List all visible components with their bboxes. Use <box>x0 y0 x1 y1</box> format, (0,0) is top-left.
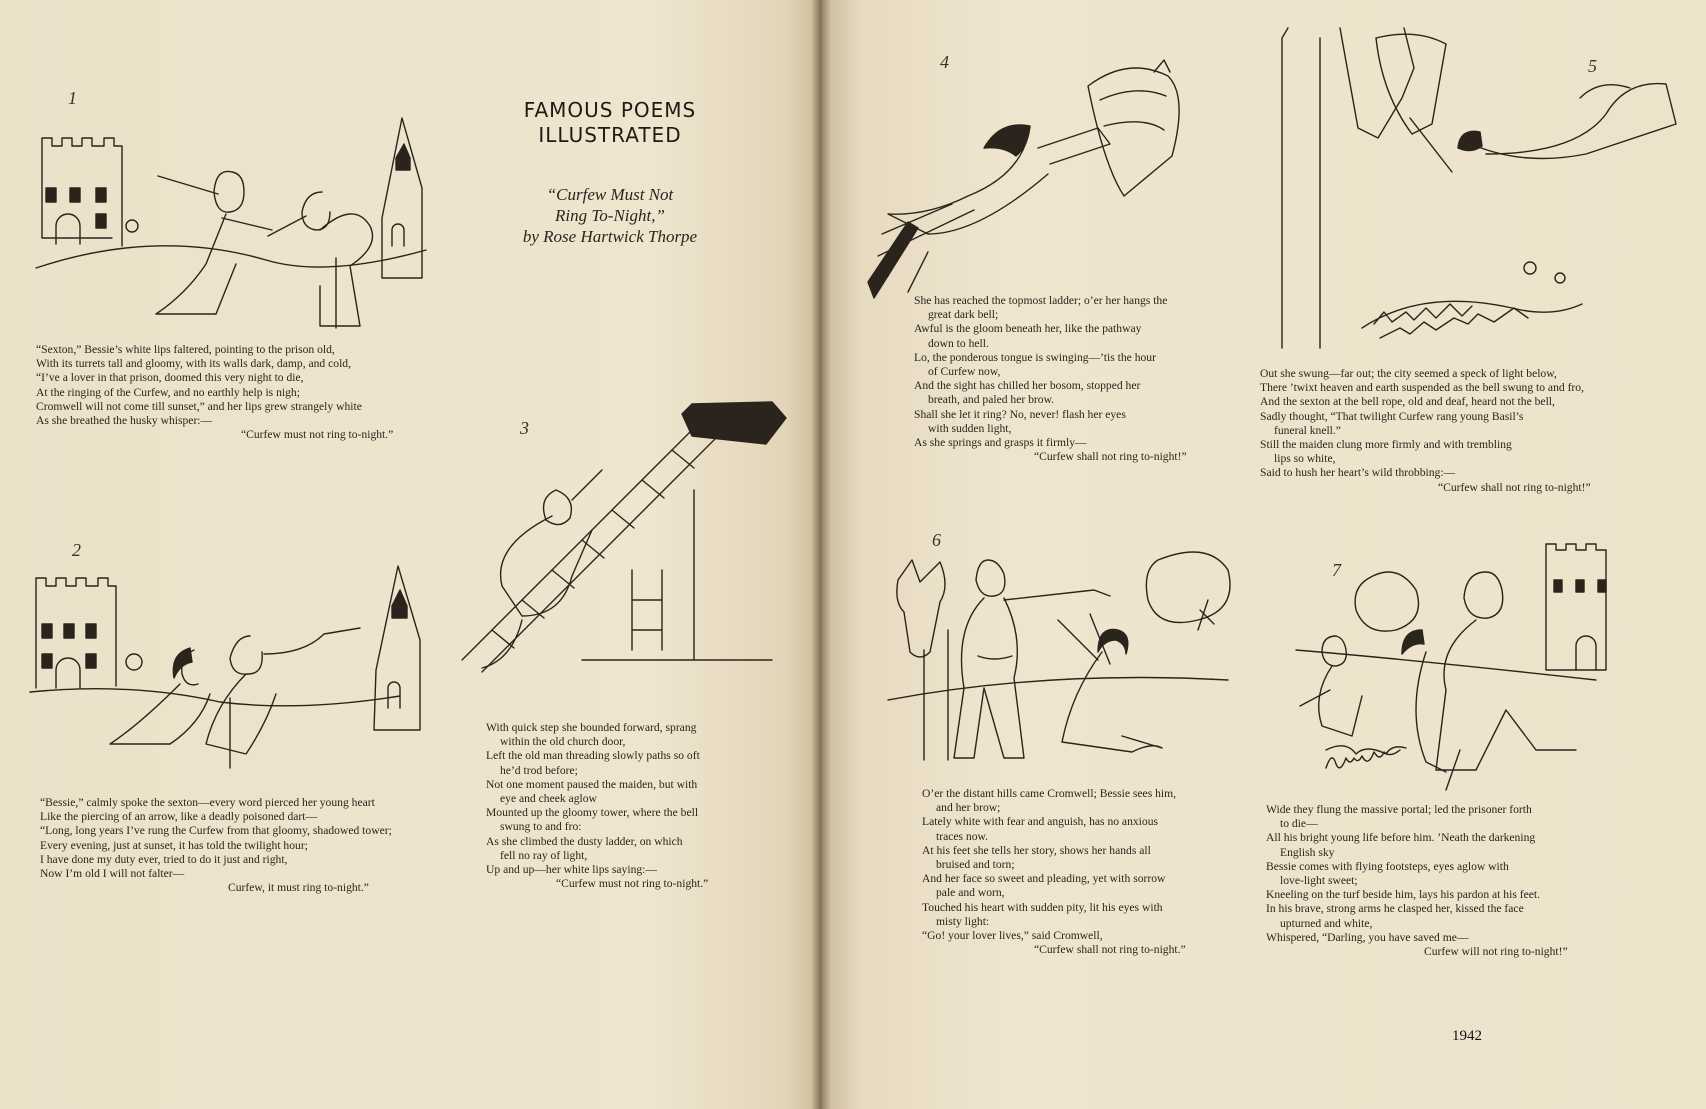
stanza-2: “Bessie,” calmly spoke the sexton—every word pierced her young heart Like the piercing of an arrow, like a deadly poisoned dart— “Long, long years I’ve rung the Curfew from that gloomy, shadowed tower; Every evening, just at sunset, it has told the twilight hour; I have done my duty ever, tried to do it just and right, Now I’m old I will not falter— Curfew, it must ring to-night.” <box>40 796 392 895</box>
page-gutter <box>812 0 832 1109</box>
illustration-4 <box>868 56 1288 326</box>
panel-7-number: 7 <box>1332 560 1341 580</box>
panel-2-number: 2 <box>72 540 81 560</box>
panel-1-number: 1 <box>68 88 77 108</box>
stanza-7: Wide they flung the massive portal; led the prisoner forth to die— All his bright young life before him. ’Neath the darkening English sky Bessie comes with flying footsteps, eyes aglow with love-light sweet; Kneeling on the turf beside him, lays his pardon at his feet. In his brave, strong arms he clasped her, kissed the face upturned and white, Whispered, “Darling, you have saved me— Curfew will not ring to-night!” <box>1266 803 1568 959</box>
panel-5-number: 5 <box>1588 56 1597 76</box>
page-title: FAMOUS POEMS ILLUSTRATED <box>523 98 697 147</box>
illustration-2 <box>30 558 450 768</box>
panel-6-number: 6 <box>932 530 941 550</box>
stanza-1: “Sexton,” Bessie’s white lips faltered, pointing to the prison old, With its turrets tall and gloomy, with its walls dark, damp, and cold, “I’ve a lover in that prison, doomed this very night to die, At the ringing of the Curfew, and no earthly help is nigh; Cromwell will not come till sunset,” and her lips grew strangely white As she breathed the husky whisper:— “Curfew must not ring to-night.” <box>36 343 394 442</box>
illustration-5 <box>1280 28 1680 348</box>
panel-4-number: 4 <box>940 52 949 72</box>
artist-signature <box>1324 750 1404 776</box>
poem-attribution: “Curfew Must Not Ring To-Night,” by Rose Hartwick Thorpe <box>522 185 698 246</box>
publication-year: 1942 <box>1452 1028 1482 1044</box>
stanza-3: With quick step she bounded forward, sprang within the old church door, Left the old man threading slowly paths so oft he’d trod before; Not one moment paused the maiden, but with eye and cheek aglow Mounted up the gloomy tower, where the bell swung to and fro: As she climbed the dusty ladder, on which fell no ray of light, Up and up—her white lips saying:— “Curfew must not ring to-night.” <box>486 721 709 891</box>
stanza-6: O’er the distant hills came Cromwell; Bessie sees him, and her brow; Lately white with fear and anguish, has no anxious traces now. At his feet she tells her story, shows her hands all bruised and torn; And her face so sweet and pleading, yet with sorrow pale and worn, Touched his heart with sudden pity, lit his eyes with misty light: “Go! your lover lives,” said Cromwell, “Curfew shall not ring to-night.” <box>922 787 1186 957</box>
stanza-5: Out she swung—far out; the city seemed a speck of light below, There ’twixt heaven and earth suspended as the bell swung to and fro, And the sexton at the bell rope, old and deaf, heard not the bell, Sadly thought, “That twilight Curfew rang young Basil’s funeral knell.” Still the maiden clung more firmly and with trembling lips so white, Said to hush her heart’s wild throbbing:— “Curfew shall not ring to-night!” <box>1260 367 1591 494</box>
illustration-6 <box>888 540 1248 770</box>
illustration-1 <box>36 118 456 328</box>
illustration-3 <box>462 400 792 700</box>
stanza-4: She has reached the topmost ladder; o’er her hangs the great dark bell; Awful is the gloom beneath her, like the pathway down to hell. Lo, the ponderous tongue is swinging—’tis the hour of Curfew now, And the sight has chilled her bosom, stopped her breath, and paled her brow. Shall she let it ring? No, never! flash her eyes with sudden light, As she springs and grasps it firmly— “Curfew shall not ring to-night!” <box>914 294 1187 464</box>
panel-3-number: 3 <box>520 418 529 438</box>
